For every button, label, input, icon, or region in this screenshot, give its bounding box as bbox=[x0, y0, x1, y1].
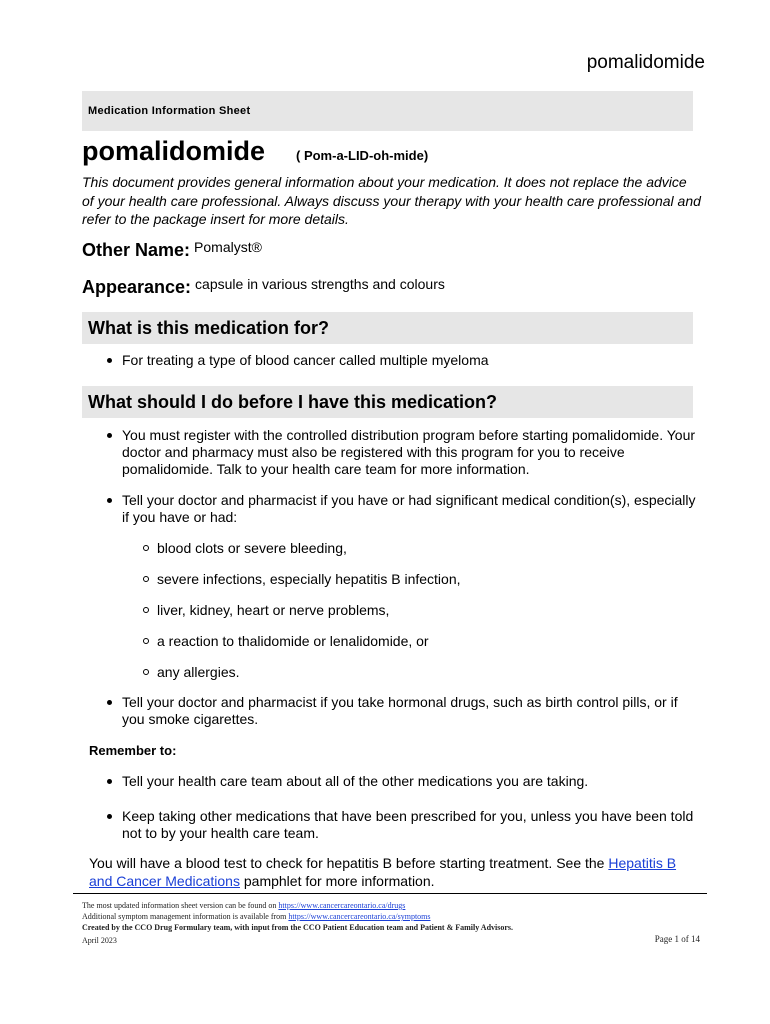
footer-divider bbox=[73, 893, 707, 894]
intro-paragraph: This document provides general information about your medication. It does not replace the advice of your health care professional. Always discuss your therapy with your health care professional and refer to the package insert for more details. bbox=[82, 174, 701, 227]
drugs-url-link[interactable]: https://www.cancercareontario.ca/drugs bbox=[278, 901, 406, 910]
bullet-icon bbox=[107, 700, 112, 705]
list-item: You must register with the controlled distribution program before starting pomalidomide. Your doctor and pharmacy must also be registered with this program for you to receive pomalidomide. Talk to your health care team for more information. bbox=[107, 427, 697, 478]
circle-bullet-icon bbox=[143, 545, 149, 551]
bullet-icon bbox=[107, 358, 112, 363]
drug-title: pomalidomide bbox=[82, 136, 266, 166]
sub-list-item: a reaction to thalidomide or lenalidomide, or bbox=[143, 633, 429, 650]
section-header-before bbox=[82, 386, 693, 418]
circle-bullet-icon bbox=[143, 638, 149, 644]
pronunciation: ( Pom-a-LID-oh-mide) bbox=[296, 148, 429, 163]
hepatitis-b-pamphlet-link[interactable]: Hepatitis B and Cancer Medications bbox=[89, 855, 677, 889]
footer-date: April 2023 bbox=[82, 936, 117, 945]
list-item: Tell your health care team about all of the other medications you are taking. bbox=[107, 773, 697, 790]
footer-line-symptoms: Additional symptom management information is available from https://www.cancercareontario.ca/symptoms bbox=[82, 912, 431, 921]
section-header-purpose bbox=[82, 312, 693, 344]
sheet-type-banner bbox=[82, 91, 693, 131]
bullet-icon bbox=[107, 779, 112, 784]
footer-credits: Created by the CCO Drug Formulary team, with input from the CCO Patient Education team and Patient & Family Advisors. bbox=[82, 923, 514, 932]
sub-list-item: severe infections, especially hepatitis B infection, bbox=[143, 571, 461, 588]
other-name-field bbox=[82, 240, 262, 261]
other-name-value: Pomalyst® bbox=[194, 239, 262, 255]
section-title: What is this medication for? bbox=[88, 318, 330, 338]
appearance-label: Appearance: bbox=[82, 277, 192, 297]
appearance-field bbox=[82, 277, 445, 298]
list-item: Keep taking other medications that have been prescribed for you, unless you have been told not to by your health care team. bbox=[107, 808, 697, 842]
bullet-icon bbox=[107, 433, 112, 438]
remember-label: Remember to: bbox=[89, 743, 177, 758]
other-name-label: Other Name: bbox=[82, 240, 191, 260]
list-item: Tell your doctor and pharmacist if you take hormonal drugs, such as birth control pills, or if you smoke cigarettes. bbox=[107, 694, 697, 728]
list-item: Tell your doctor and pharmacist if you have or had significant medical condition(s), especially if you have or had: bbox=[107, 492, 697, 526]
circle-bullet-icon bbox=[143, 669, 149, 675]
sub-list-item: blood clots or severe bleeding, bbox=[143, 540, 347, 557]
bullet-icon bbox=[107, 814, 112, 819]
bullet-icon bbox=[107, 498, 112, 503]
sub-list-item: liver, kidney, heart or nerve problems, bbox=[143, 602, 389, 619]
section-title: What should I do before I have this medication? bbox=[88, 392, 498, 412]
page-number: Page 1 of 14 bbox=[654, 934, 700, 944]
symptoms-url-link[interactable]: https://www.cancercareontario.ca/symptoms bbox=[288, 912, 431, 921]
circle-bullet-icon bbox=[143, 607, 149, 613]
running-header: pomalidomide bbox=[586, 52, 705, 73]
footer-line-drugs: The most updated information sheet version can be found on https://www.cancercareontario.ca/drugs bbox=[82, 901, 406, 910]
banner-label: Medication Information Sheet bbox=[88, 105, 251, 117]
circle-bullet-icon bbox=[143, 576, 149, 582]
sub-list-item: any allergies. bbox=[143, 664, 240, 681]
list-item: For treating a type of blood cancer called multiple myeloma bbox=[107, 352, 697, 369]
appearance-value: capsule in various strengths and colours bbox=[195, 276, 445, 292]
closing-paragraph: You will have a blood test to check for hepatitis B before starting treatment. See the Hepatitis B and Cancer Medications pamphlet for more information. bbox=[89, 855, 677, 889]
